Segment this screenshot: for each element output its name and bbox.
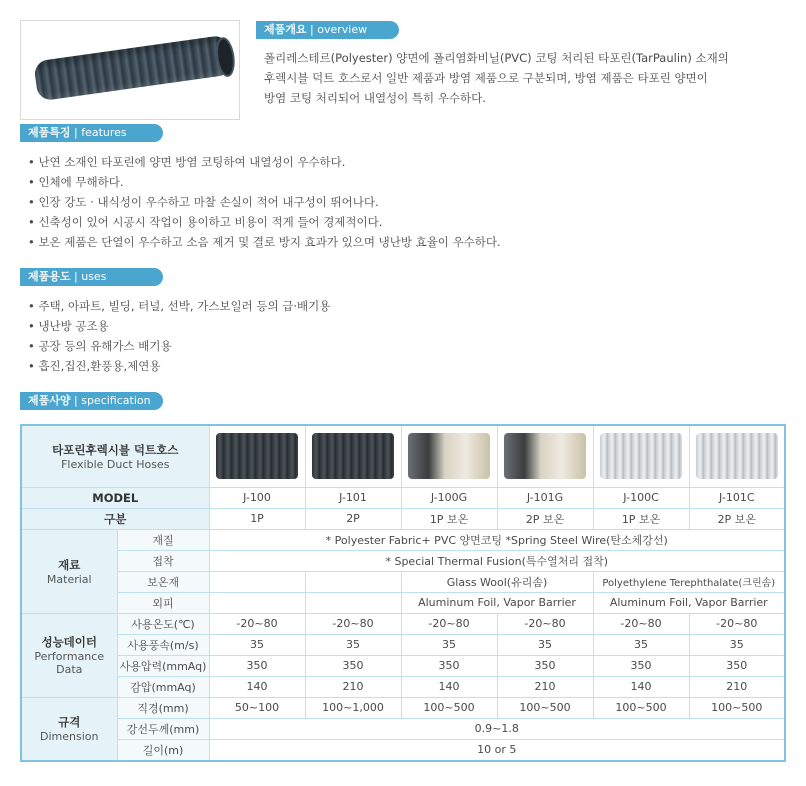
thickness-value: 0.9~1.8 (209, 718, 785, 739)
list-item: • 흡진,집진,환풍용,제연용 (28, 356, 330, 376)
hose-thumb-image (408, 433, 490, 479)
performance-category (21, 613, 117, 697)
table-row (21, 634, 785, 655)
perf-cell: 140 (401, 676, 497, 697)
diameter-cell: 100~1,000 (305, 697, 401, 718)
model-thumb-cell (689, 425, 785, 487)
fabric-label: 재질 (117, 529, 209, 550)
perf-cell: 350 (689, 655, 785, 676)
table-row (21, 592, 785, 613)
model-cell: J-100C (593, 487, 689, 508)
table-row (21, 487, 785, 508)
list-item: • 냉난방 공조용 (28, 316, 330, 336)
joint-label: 접착 (117, 550, 209, 571)
perf-cell: 210 (305, 676, 401, 697)
spec-heading: 제품사양 | specification (20, 392, 163, 410)
diameter-label: 직경(mm) (117, 697, 209, 718)
list-item: • 보온 제품은 단열이 우수하고 소음 제거 및 결로 방지 효과가 있으며 냉난방 효율이 우수하다. (28, 232, 501, 252)
outer-label: 외피 (117, 592, 209, 613)
insulation-g-value: Glass Wool(유리솜) (401, 571, 593, 592)
table-row (21, 739, 785, 761)
fabric-value: * Polyester Fabric+ PVC 양면코팅 *Spring Steel Wire(탄소체강선) (209, 529, 785, 550)
perf-cell: 35 (497, 634, 593, 655)
empty-cell (209, 571, 305, 592)
type-cell: 2P 보온 (689, 508, 785, 529)
perf-cell: 140 (209, 676, 305, 697)
perf-cell: -20~80 (689, 613, 785, 634)
overview-line: 폴리레스테르(Polyester) 양면에 폴리염화비닐(PVC) 코팅 처리된 타포린(TarPaulin) 소재의 (264, 51, 729, 65)
type-cell: 1P (209, 508, 305, 529)
hose-thumb-image (504, 433, 586, 479)
table-row (21, 613, 785, 634)
spec-table (20, 424, 786, 762)
performance-ko: 성능데이터 (41, 635, 98, 649)
overview-text (264, 48, 784, 108)
dimension-category (21, 697, 117, 761)
perf-cell: 35 (593, 634, 689, 655)
diameter-cell: 100~500 (593, 697, 689, 718)
perf-cell: -20~80 (305, 613, 401, 634)
model-cell: J-100G (401, 487, 497, 508)
perf-cell: 350 (305, 655, 401, 676)
perf-cell: -20~80 (497, 613, 593, 634)
perf-cell: -20~80 (401, 613, 497, 634)
perf-cell: 350 (593, 655, 689, 676)
table-row (21, 529, 785, 550)
model-cell: J-101C (689, 487, 785, 508)
table-row (21, 550, 785, 571)
empty-cell (305, 592, 401, 613)
outer-g-value: Aluminum Foil, Vapor Barrier (401, 592, 593, 613)
product-name-cell (21, 425, 209, 487)
duct-hose-photo (33, 35, 233, 102)
product-image (20, 20, 240, 120)
perf-cell: 350 (401, 655, 497, 676)
perf-label: 사용온도(℃) (117, 613, 209, 634)
diameter-cell: 100~500 (689, 697, 785, 718)
list-item: • 주택, 아파트, 빌딩, 터널, 선박, 가스보일러 등의 급·배기용 (28, 296, 330, 316)
table-row (21, 508, 785, 529)
perf-cell: 35 (401, 634, 497, 655)
perf-label: 사용압력(mmAq) (117, 655, 209, 676)
model-thumb-cell (209, 425, 305, 487)
model-cell: J-100 (209, 487, 305, 508)
empty-cell (209, 592, 305, 613)
thickness-label: 강선두께(mm) (117, 718, 209, 739)
perf-cell: 35 (689, 634, 785, 655)
length-value: 10 or 5 (209, 739, 785, 761)
perf-cell: 140 (593, 676, 689, 697)
diameter-cell: 50~100 (209, 697, 305, 718)
joint-value: * Special Thermal Fusion(특수열처리 접착) (209, 550, 785, 571)
overview-heading: 제품개요 | overview (256, 21, 399, 39)
list-item: • 난연 소재인 타포린에 양면 방염 코팅하여 내열성이 우수하다. (28, 152, 501, 172)
hose-thumb-image (600, 433, 682, 479)
perf-cell: 35 (305, 634, 401, 655)
uses-list (28, 296, 330, 376)
hose-thumb-image (312, 433, 394, 479)
list-item: • 인장 강도 · 내식성이 우수하고 마찰 손실이 적어 내구성이 뛰어나다. (28, 192, 501, 212)
overview-line: 후렉시블 덕트 호스로서 일반 제품과 방염 제품으로 구분되며, 방염 제품은 타포린 양면이 (264, 71, 708, 85)
perf-label: 사용풍속(m/s) (117, 634, 209, 655)
perf-cell: -20~80 (209, 613, 305, 634)
model-cell: J-101G (497, 487, 593, 508)
perf-label: 감압(mmAq) (117, 676, 209, 697)
type-cell: 2P 보온 (497, 508, 593, 529)
empty-cell (305, 571, 401, 592)
table-row (21, 425, 785, 487)
product-name-en: Flexible Duct Hoses (61, 457, 170, 471)
perf-cell: 210 (689, 676, 785, 697)
table-row (21, 571, 785, 592)
product-name-ko: 타포린후렉시블 덕트호스 (52, 442, 179, 457)
type-label: 구분 (21, 508, 209, 529)
type-cell: 2P (305, 508, 401, 529)
perf-cell: -20~80 (593, 613, 689, 634)
dimension-ko: 규격 (58, 715, 81, 729)
model-cell: J-101 (305, 487, 401, 508)
features-heading: 제품특징 | features (20, 124, 163, 142)
overview-line: 방염 코팅 처리되어 내열성이 특히 우수하다. (264, 91, 486, 105)
type-cell: 1P 보온 (593, 508, 689, 529)
performance-en: Performance (34, 650, 105, 663)
list-item: • 인체에 무해하다. (28, 172, 501, 192)
table-row (21, 718, 785, 739)
perf-cell: 35 (209, 634, 305, 655)
material-category (21, 529, 117, 613)
table-row (21, 655, 785, 676)
list-item: • 공장 등의 유해가스 배기용 (28, 336, 330, 356)
hose-thumb-image (696, 433, 778, 479)
table-row (21, 697, 785, 718)
diameter-cell: 100~500 (497, 697, 593, 718)
material-en: Material (46, 572, 92, 586)
perf-cell: 350 (209, 655, 305, 676)
model-thumb-cell (593, 425, 689, 487)
hose-thumb-image (216, 433, 298, 479)
table-row (21, 676, 785, 697)
insulation-label: 보온재 (117, 571, 209, 592)
diameter-cell: 100~500 (401, 697, 497, 718)
performance-en: Data (56, 663, 83, 676)
length-label: 길이(m) (117, 739, 209, 761)
type-cell: 1P 보온 (401, 508, 497, 529)
list-item: • 신축성이 있어 시공시 작업이 용이하고 비용이 적게 들어 경제적이다. (28, 212, 501, 232)
model-thumb-cell (305, 425, 401, 487)
perf-cell: 210 (497, 676, 593, 697)
model-thumb-cell (401, 425, 497, 487)
features-list (28, 152, 501, 252)
insulation-c-value: Polyethylene Terephthalate(크린솜) (593, 571, 785, 592)
dimension-en: Dimension (40, 730, 99, 743)
perf-cell: 350 (497, 655, 593, 676)
model-label: MODEL (21, 487, 209, 508)
uses-heading: 제품용도 | uses (20, 268, 163, 286)
model-thumb-cell (497, 425, 593, 487)
material-ko: 재료 (58, 557, 81, 572)
outer-c-value: Aluminum Foil, Vapor Barrier (593, 592, 785, 613)
